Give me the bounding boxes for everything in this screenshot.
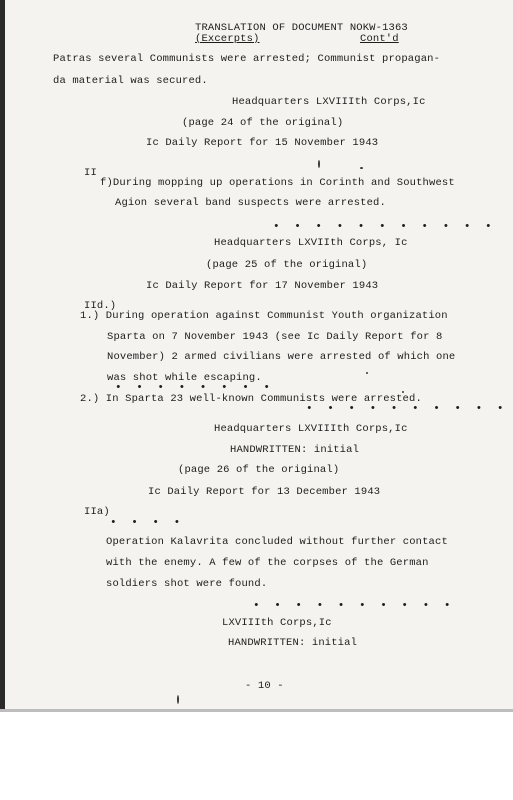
text-line: Patras several Communists were arrested; Communist propagan- bbox=[53, 53, 441, 65]
page-number: - 10 - bbox=[245, 680, 284, 692]
text-line: November) 2 armed civilians were arrested of which one bbox=[107, 351, 456, 363]
headquarters-heading: Headquarters LXVIIIth Corps,Ic bbox=[232, 96, 426, 108]
scan-speck bbox=[366, 372, 368, 374]
text-line: 1.) During operation against Communist Youth organization bbox=[80, 310, 448, 322]
report-heading: Ic Daily Report for 17 November 1943 bbox=[146, 280, 379, 292]
separator-dots: • • • • • • • • • • bbox=[253, 600, 455, 612]
separator-dots: • • • • bbox=[110, 517, 185, 529]
section-marker: IId.) bbox=[84, 300, 117, 312]
continued-label: Cont'd bbox=[360, 33, 399, 45]
text-line: da material was secured. bbox=[53, 75, 208, 87]
handwritten-note: HANDWRITTEN: initial bbox=[230, 444, 360, 456]
text-line: Sparta on 7 November 1943 (see Ic Daily Report for 8 bbox=[107, 331, 443, 343]
separator-dots: • • • • • • • • bbox=[115, 382, 275, 394]
text-line: soldiers shot were found. bbox=[106, 578, 268, 590]
separator-dots: • • • • • • • • • • bbox=[306, 403, 508, 415]
scan-speck bbox=[360, 167, 363, 169]
text-line: with the enemy. A few of the corpses of the German bbox=[106, 557, 429, 569]
text-line: was shot while escaping. bbox=[107, 372, 262, 384]
text-line: Agion several band suspects were arrested. bbox=[115, 197, 386, 209]
scan-speck bbox=[318, 160, 320, 168]
page-reference: (page 26 of the original) bbox=[178, 464, 340, 476]
text-line: 2.) In Sparta 23 well-known Communists were arrested. bbox=[80, 393, 422, 405]
separator-dots: • • • • • • • • • • • bbox=[273, 221, 496, 233]
document-subtitle: (Excerpts) bbox=[195, 33, 260, 45]
handwritten-note: HANDWRITTEN: initial bbox=[228, 637, 358, 649]
report-heading: Ic Daily Report for 15 November 1943 bbox=[146, 137, 379, 149]
section-marker: II bbox=[84, 167, 97, 179]
page-reference: (page 24 of the original) bbox=[182, 117, 344, 129]
signature-line: LXVIIIth Corps,Ic bbox=[222, 617, 332, 629]
headquarters-heading: Headquarters LXVIIth Corps, Ic bbox=[214, 237, 408, 249]
document-title: TRANSLATION OF DOCUMENT NOKW-1363 bbox=[195, 22, 408, 34]
text-line: f)During mopping up operations in Corinth and Southwest bbox=[100, 177, 455, 189]
section-marker: IIa) bbox=[84, 506, 110, 518]
scan-speck bbox=[402, 391, 404, 393]
page-reference: (page 25 of the original) bbox=[206, 259, 368, 271]
text-line: Operation Kalavrita concluded without further contact bbox=[106, 536, 448, 548]
headquarters-heading: Headquarters LXVIIIth Corps,Ic bbox=[214, 423, 408, 435]
report-heading: Ic Daily Report for 13 December 1943 bbox=[148, 486, 381, 498]
scan-bottom-edge bbox=[0, 709, 513, 712]
scan-speck bbox=[177, 695, 179, 704]
scan-left-edge bbox=[0, 0, 5, 712]
